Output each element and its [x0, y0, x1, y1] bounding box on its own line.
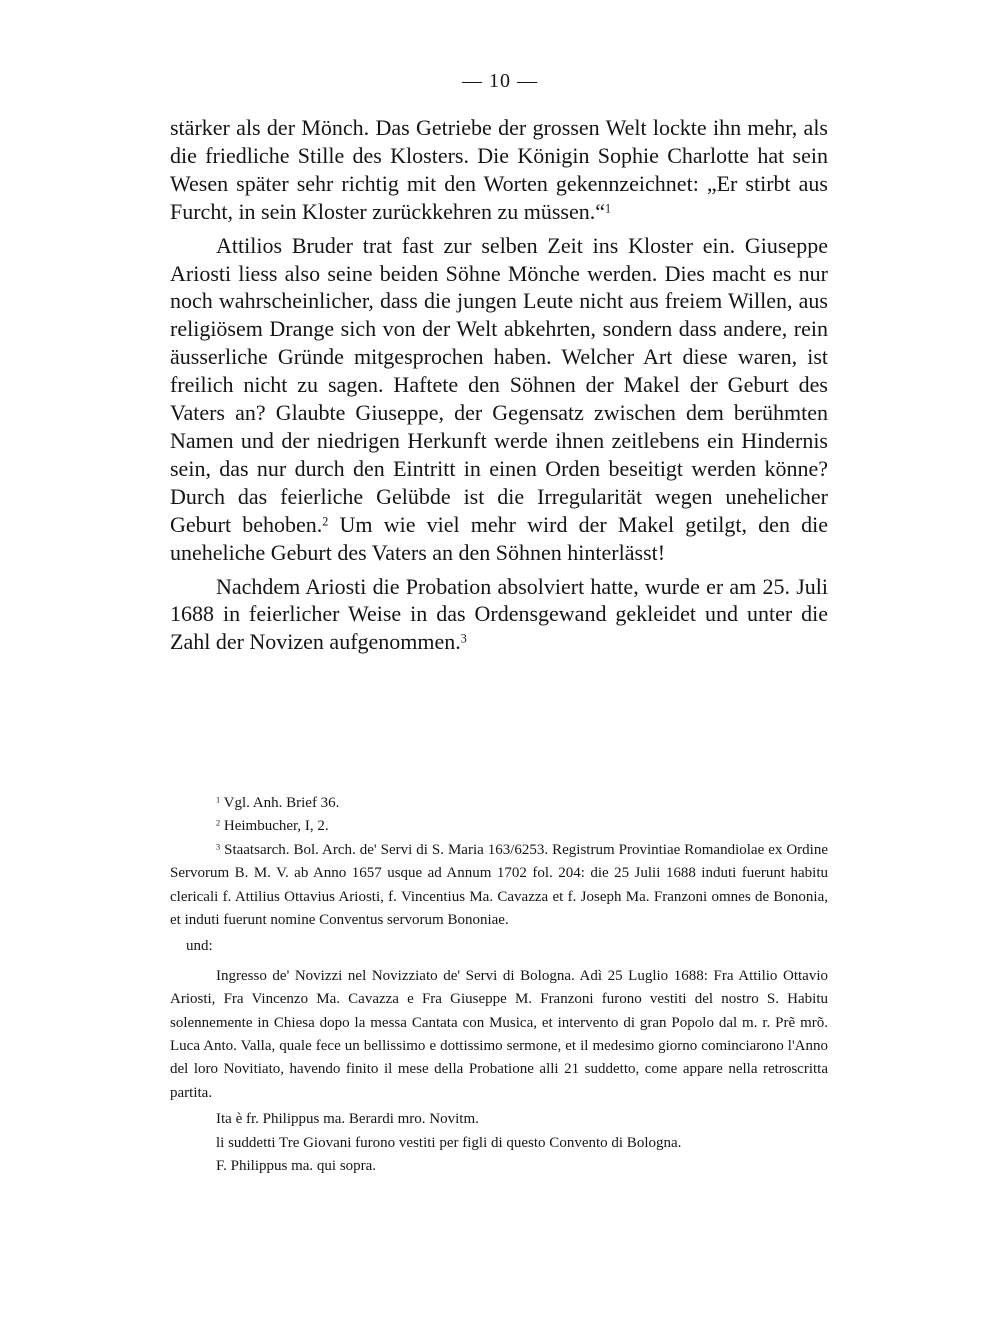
signature-line-3: F. Philippus ma. qui sopra. — [216, 1158, 377, 1175]
footnote-mark-3: 3 — [460, 631, 467, 646]
quoted-record: Ingresso de' Novizzi nel Novizziato de' Servi di Bologna. Adì 25 Luglio 1688: Fra Attilio Ottavio Ariosti, Fra Vincenzo Ma. Cavazza e Fra Giuseppe M. Franzoni furono vestiti del nostro S. Habitu solennemente in Chiesa dopo la messa Cantata con Musica, et intervento di gran Popolo dal m. r. Prẽ mrõ. Luca Anto. Valla, quale fece un bellissimo e dottissimo sermone, et il medesimo giorno cominciarono l'Anno del loro Novitiato, havendo finito il mese della Probatione alli 21 suddetto, come appare nella retroscritta partita. — [170, 967, 828, 1101]
footnote-3: $^3$ Staatsarch. Bol. Arch. de' Servi di S. Maria 163/6253. Registrum Provintiae Romandiolae ex Ordine Servorum B. M. V. ab Anno 1657 usque ad Annum 1702 fol. 204: die 25 Julii 1688 induti fuerunt habitu clericali f. Attilius Ottavius Ariosti, f. Vincentius Ma. Cavazza et f. Joseph Ma. Franzoni omnes de Bononia, et induti fuerunt nomine Conventus servorum Bononiae. — [170, 841, 828, 929]
und-label: und: — [186, 938, 213, 955]
footnote-mark-2: 2 — [322, 514, 329, 529]
paragraph-3: Nachdem Ariosti die Probation absolviert hatte, wurde er am 25. Juli 1688 in feierlicher Weise in das Ordensgewand gekleidet und unter die Zahl der Novizen aufgenommen.$^3$ — [170, 573, 828, 655]
footnotes — [170, 792, 828, 1179]
paragraph-1: stärker als der Mönch. Das Getriebe der grossen Welt lockte ihn mehr, als die friedliche Stille des Klosters. Die Königin Sophie Charlotte hat sein Wesen später sehr richtig mit den Worten gekennzeichnet: „Er stirbt aus Furcht, in sein Kloster zurückkehren zu müssen.“$^1$ — [170, 115, 828, 224]
signature-line-2: li suddetti Tre Giovani furono vestiti per figli di questo Convento di Bologna. — [216, 1134, 682, 1151]
footnote-2: $^2$ Heimbucher, I, 2. — [216, 818, 329, 835]
page-number: — 10 — — [462, 70, 538, 92]
footnote-1: $^1$ Vgl. Anh. Brief 36. — [216, 795, 340, 811]
signature-line-1: Ita è fr. Philippus ma. Berardi mro. Novitm. — [216, 1111, 479, 1128]
paragraph-2: Attilios Bruder trat fast zur selben Zeit ins Kloster ein. Giuseppe Ariosti liess also seine beiden Söhne Mönche werden. Dies macht es nur noch wahrscheinlicher, dass die jungen Leute nicht aus freiem Willen, aus religiösem Drange sich von der Welt abkehrten, sondern dass andere, rein äusserliche Gründe mitgesprochen haben. Welcher Art diese waren, ist freilich nicht zu sagen. Haftete den Söhnen der Makel der Geburt des Vaters an? Glaubte Giuseppe, der Gegensatz zwischen dem berühmten Namen und der niedrigen Herkunft werde ihnen zeitlebens ein Hindernis sein, das nur durch den Eintritt in einen Orden beseitigt werden könne? Durch das feierliche Gelübde ist die Irregularität wegen unehelicher Geburt behoben.$^2$ Um wie viel mehr wird der Makel getilgt, den die uneheliche Geburt des Vaters an den Söhnen hinterlässt! — [170, 232, 828, 565]
body-text — [170, 114, 828, 656]
footnote-mark-1: 1 — [605, 201, 612, 216]
